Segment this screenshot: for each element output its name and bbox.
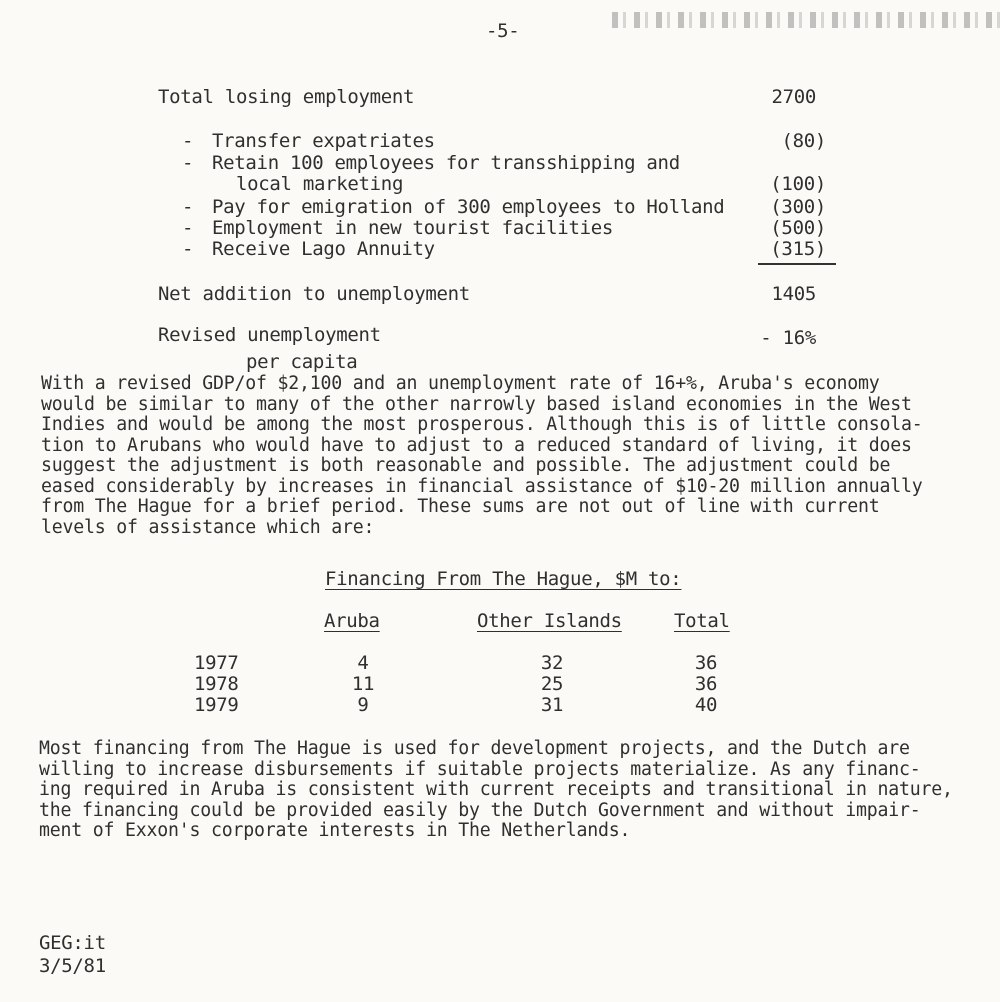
scan-smudge	[612, 12, 1000, 28]
item-label: Receive Lago Annuity	[212, 238, 435, 260]
text-line: the financing could be provided easily by the Dutch Government and without impair-	[39, 799, 921, 821]
item-label: Retain 100 employees for transshipping and	[212, 152, 680, 174]
item-dash: -	[182, 130, 194, 152]
text-line: levels of assistance which are:	[41, 516, 375, 538]
row-year: 1978	[194, 673, 239, 695]
text-line: With a revised GDP/of $2,100 and an unemployment rate of 16+%, Aruba's economy	[41, 373, 880, 394]
item-value: (500)	[770, 217, 826, 239]
row-total: 36	[694, 673, 718, 695]
document-date: 3/5/81	[39, 955, 106, 977]
text-line: ment of Exxon's corporate interests in The Netherlands.	[39, 820, 631, 841]
item-value: (315)	[770, 238, 826, 260]
item-dash: -	[182, 196, 194, 218]
item-value: (100)	[770, 173, 826, 195]
header-aruba: Aruba	[324, 610, 380, 632]
header-total: Total	[674, 610, 730, 632]
revised-unemployment-label: Revised unemployment	[158, 324, 381, 346]
text-line: ing required in Aruba is consistent with current receipts and transitional in nature,	[39, 779, 953, 800]
item-value: (300)	[770, 196, 826, 218]
text-line: would be similar to many of the other narrowly based island economies in the West	[41, 393, 912, 415]
row-aruba: 4	[357, 652, 369, 674]
item-value: (80)	[781, 130, 826, 152]
row-year: 1977	[194, 652, 239, 674]
item-dash: -	[182, 238, 194, 260]
page-number: -5-	[486, 20, 520, 42]
text-line: suggest the adjustment is both reasonable and possible. The adjustment could be	[41, 455, 891, 476]
revised-unemployment-value: - 16%	[760, 327, 816, 349]
row-other: 31	[540, 694, 564, 716]
item-label: Employment in new tourist facilities	[212, 217, 614, 239]
sum-rule	[758, 263, 836, 265]
text-line: Most financing from The Hague is used for development projects, and the Dutch are	[39, 738, 910, 759]
paragraph-1	[41, 374, 922, 538]
typist-initials: GEG:it	[39, 932, 106, 954]
item-dash: -	[182, 152, 194, 174]
text-line: willing to increase disbursements if suitable projects materialize. As any financ-	[39, 758, 921, 780]
item-label: Transfer expatriates	[212, 130, 435, 152]
total-losing-label: Total losing employment	[158, 86, 415, 108]
handwritten-insert: per capita	[246, 351, 358, 373]
item-dash: -	[182, 217, 194, 239]
financing-title: Financing From The Hague, $M to:	[325, 568, 682, 590]
total-losing-value: 2700	[771, 86, 816, 108]
item-label: Pay for emigration of 300 employees to Holland	[212, 196, 725, 218]
row-other: 32	[540, 652, 564, 674]
row-total: 36	[694, 652, 718, 674]
net-addition-label: Net addition to unemployment	[158, 283, 470, 305]
row-other: 25	[540, 673, 564, 695]
row-aruba: 9	[357, 694, 369, 716]
paragraph-2	[39, 739, 953, 842]
text-line: tion to Arubans who would have to adjust to a reduced standard of living, it does	[41, 434, 912, 456]
net-addition-value: 1405	[771, 283, 816, 305]
text-line: Indies and would be among the most prosperous. Although this is of little consola-	[41, 414, 923, 435]
text-line: eased considerably by increases in financial assistance of $10-20 million annually	[41, 475, 923, 497]
item-label-continued: local marketing	[236, 173, 404, 195]
row-year: 1979	[194, 694, 239, 716]
row-total: 40	[694, 694, 718, 716]
row-aruba: 11	[351, 673, 375, 695]
header-other-islands: Other Islands	[477, 610, 622, 632]
text-line: from The Hague for a brief period. These sums are not out of line with current	[41, 496, 880, 517]
